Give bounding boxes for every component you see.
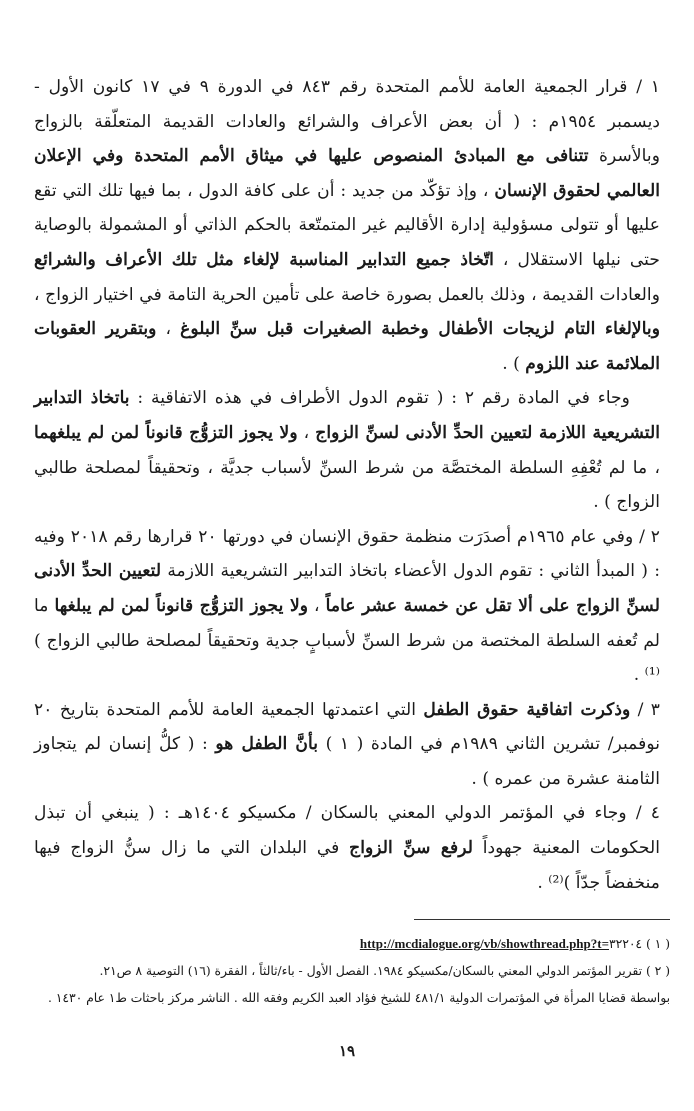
- paragraph-1-segment: وبالإلغاء التام لزيجات الأطفال وخطبة الصغيرات قبل سنِّ البلوغ: [180, 319, 661, 340]
- paragraph-2-segment: باتخاذ التدابير التشريعية اللازمة لتعيين الحدِّ الأدنى لسنِّ الزواج: [34, 388, 660, 443]
- footnote-divider: [414, 919, 670, 920]
- paragraph-1-segment: والعادات القديمة ، وذلك بالعمل بصورة خاصة على تأمين الحرية التامة في اختيار الزواج ،: [34, 284, 660, 305]
- main-text: [34, 70, 660, 900]
- paragraph-5-segment: لرفع سنِّ الزواج: [349, 838, 473, 859]
- paragraph-5-segment: ٤ / وجاء في المؤتمر الدولي المعني بالسكان / مكسيكو ١٤٠٤هـ : ( ينبغي أن تبذل الحكومات المعنية جهوداً: [34, 803, 660, 859]
- paragraph-1-segment: تتنافى مع المبادئ المنصوص عليها في ميثاق الأمم المتحدة وفي الإعلان العالمي لحقوق الإنسان: [34, 146, 660, 201]
- paragraph-4-segment: وذكرت اتفاقية حقوق الطفل: [423, 699, 631, 720]
- paragraph-2-segment: ،: [297, 422, 316, 443]
- paragraph-4: [34, 693, 660, 797]
- footnote-1: [34, 931, 670, 958]
- paragraph-3-segment: ما لم تُعفه السلطة المختصة من شرط السنِّ لأسبابٍ جدية وتحقيقاً لمصلحة طالبي الزواج ): [34, 595, 660, 651]
- paragraph-4-segment: ٣ /: [630, 699, 661, 720]
- paragraph-5-segment: ⁽²⁾: [548, 872, 564, 893]
- paragraph-1-segment: اتّخاذ جميع التدابير المناسبة لإلغاء مثل تلك الأعراف والشرائع: [34, 249, 494, 270]
- paragraph-1-segment: ، وإذ تؤكّد من جديد : أن على كافة الدول ، بما فيها تلك التي تقع عليها أو تتولى مسؤولية إدارة الأقاليم غير المتمتّعة بالحكم الذاتي أو المشمولة بالوصاية حتى نيلها الاستقلال ،: [34, 180, 660, 270]
- paragraph-5-segment: .: [537, 872, 549, 893]
- paragraph-2-segment: ولا يجوز التزوُّج قانوناً لمن لم يبلغهما: [34, 422, 298, 443]
- paragraph-5: [34, 796, 660, 900]
- paragraph-3-segment: .: [633, 665, 645, 686]
- paragraph-5-segment: في البلدان التي ما زال سنُّ الزواج فيها منخفضاً جدّاً ): [34, 838, 660, 893]
- paragraph-1-segment: ) .: [502, 353, 526, 374]
- paragraph-2-segment: وجاء في المادة رقم ٢ : ( تقوم الدول الأطراف في هذه الاتفاقية :: [129, 388, 630, 409]
- paragraph-2: [34, 381, 660, 519]
- footnote-1-suffix: ٣٢٢٠٤: [609, 937, 643, 951]
- paragraph-1-segment: ١ / قرار الجمعية العامة للأمم المتحدة رقم ٨٤٣ في الدورة ٩ في ١٧ كانون الأول - ديسمبر ١٩٥٤م : ( أن بعض الأعراف والشرائع والعادات القديمة المتعلّقة بالزواج وبالأسرة: [34, 77, 661, 167]
- footnote-2: ( ٢ ) تقرير المؤتمر الدولي المعني بالسكان/مكسيكو ١٩٨٤. الفصل الأول - باء/ثالثاً ، الفقرة (١٦) التوصية ٨ ص٢١.: [99, 963, 670, 978]
- paragraph-3-segment: ٢ / وفي عام ١٩٦٥م أصدَرَت منظمة حقوق الإنسان في دورتها ٢٠ قرارها رقم ٢٠١٨ وفيه : ( المبدأ الثاني : تقوم الدول الأعضاء باتخاذ التدابير التشريعية اللازمة: [34, 526, 661, 582]
- paragraph-3-segment: ،: [308, 595, 326, 616]
- paragraph-2-segment: ، ما لم تُعْفِهِ السلطة المختصَّة من شرط السنِّ لأسباب جديَّة ، وتحقيقاً لمصلحة طالبي الزواج ) .: [34, 457, 660, 513]
- footnote-1-link[interactable]: http://mcdialogue.org/vb/showthread.php?t=: [359, 936, 609, 951]
- paragraph-3-segment: لتعيين الحدِّ الأدنى لسنِّ الزواج على ألا تقل عن خمسة عشر عاماً: [34, 561, 660, 616]
- paragraph-3-segment: ولا يجوز التزوُّج قانوناً لمن لم يبلغها: [54, 595, 309, 616]
- footnote-3: بواسطة قضايا المرأة في المؤتمرات الدولية ٤٨١/١ للشيخ فؤاد العبد الكريم وفقه الله . الناشر مركز باحثات ط١ عام ١٤٣٠ .: [47, 990, 670, 1005]
- paragraph-1-segment: ،: [156, 319, 181, 340]
- footnote-1-marker: ( ١ ): [645, 937, 670, 951]
- paragraph-3: [34, 520, 660, 693]
- paragraph-4-segment: التي اعتمدتها الجمعية العامة للأمم المتحدة بتاريخ ٢٠ نوفمبر/ تشرين الثاني ١٩٨٩م في المادة ( ١ ): [34, 699, 660, 755]
- footnotes: [34, 931, 670, 1011]
- paragraph-3-segment: ⁽¹⁾: [644, 665, 660, 686]
- paragraph-1-segment: وبتقرير العقوبات الملائمة عند اللزوم: [34, 319, 660, 374]
- paragraph-4-segment: : ( كلُّ إنسان لم يتجاوز الثامنة عشرة من عمره ) .: [34, 734, 660, 789]
- paragraph-1: [34, 70, 660, 381]
- paragraph-4-segment: بأنَّ الطفل هو: [215, 734, 318, 755]
- page-number: ١٩: [338, 1042, 356, 1060]
